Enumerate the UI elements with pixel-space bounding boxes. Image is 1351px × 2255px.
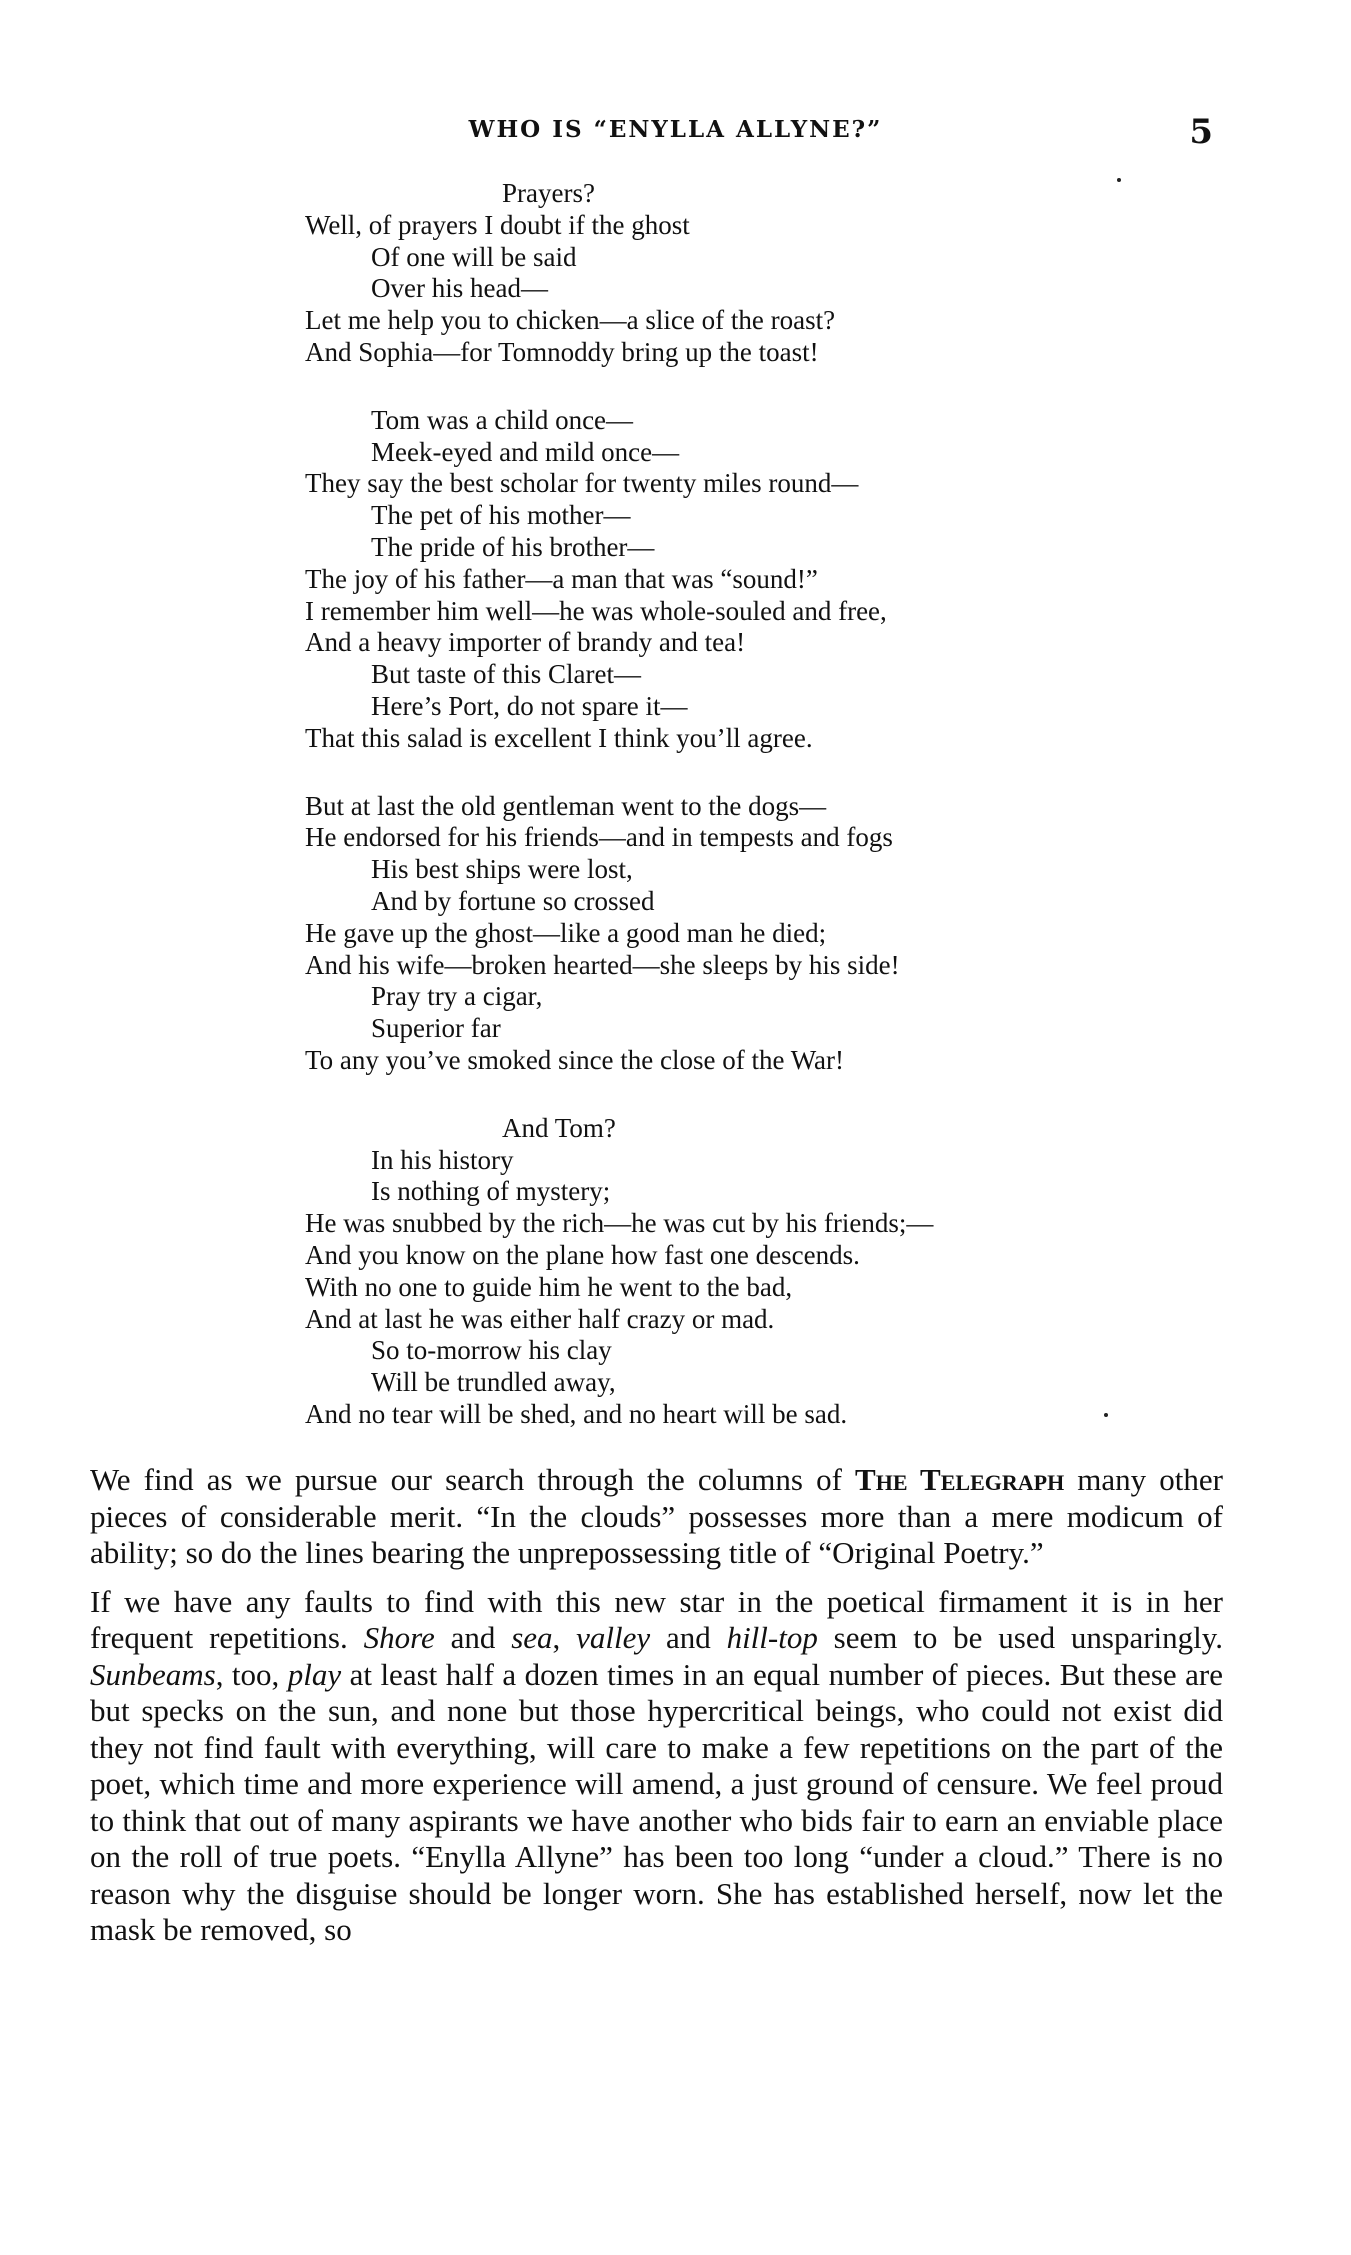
poem-line: The joy of his father—a man that was “sound!” (305, 563, 818, 594)
prose-text: , too, (215, 1656, 288, 1692)
poem-line: He endorsed for his friends—and in tempests and fogs (305, 822, 893, 853)
emphasis-word: sea (511, 1620, 553, 1655)
running-head (0, 112, 1351, 152)
poem-line: So to-morrow his clay (371, 1335, 612, 1366)
poem-line: I remember him well—he was whole-souled and free, (305, 595, 887, 626)
emphasis-word: Shore (363, 1620, 435, 1655)
publication-title: The Telegraph (855, 1462, 1065, 1497)
poem-line: Tom was a child once— (371, 404, 634, 435)
poem-line: But taste of this Claret— (371, 659, 641, 690)
poem-line: And at last he was either half crazy or mad. (305, 1303, 775, 1334)
poem-line: In his history (371, 1144, 514, 1175)
emphasis-word: valley (576, 1620, 651, 1655)
poem-line: But at last the old gentleman went to the dogs— (305, 790, 827, 821)
prose-text: , (552, 1620, 577, 1655)
poem-line: They say the best scholar for twenty miles round— (305, 468, 859, 499)
poem-line: Prayers? (502, 178, 595, 208)
poem-line: Meek-eyed and mild once— (371, 436, 680, 467)
poem-line: And Tom? (502, 1112, 616, 1143)
prose-text: many other pieces of considerable merit. “In the clouds” possesses more than a mere modicum of ability; so do the lines bearing the unprepossessing title of “Original Poetry.” (90, 1462, 1223, 1570)
emphasis-word: hill-top (726, 1620, 818, 1655)
poem-line: With no one to guide him he went to the bad, (305, 1271, 793, 1302)
poem-line: And a heavy importer of brandy and tea! (305, 627, 746, 658)
prose-text: We find as we pursue our search through the columns of (90, 1462, 856, 1497)
prose-text: and (650, 1620, 727, 1655)
poem-line: Over his head— (371, 273, 548, 304)
poem-line: Of one will be said (371, 241, 577, 272)
poem-line: Pray try a cigar, (371, 981, 543, 1012)
poem-stanza (305, 791, 1185, 1077)
poem-line: And his wife—broken hearted—she sleeps by his side! (305, 949, 900, 980)
prose-text: If we have any faults to find with this new star in the poetical firmament it is in her frequent repetitions. (90, 1583, 1223, 1655)
poem-line: Here’s Port, do not spare it— (371, 690, 688, 721)
poem-line: To any you’ve smoked since the close of the War! (305, 1044, 845, 1075)
poem-line: He was snubbed by the rich—he was cut by his friends;— (305, 1208, 934, 1239)
poem-line: That this salad is excellent I think you’ll agree. (305, 722, 813, 753)
poem-line: The pet of his mother— (371, 500, 631, 531)
prose-text: and (434, 1620, 512, 1655)
poem-line: Superior far (371, 1013, 501, 1044)
poem-line: His best ships were lost, (371, 854, 633, 885)
poem-line: Is nothing of mystery; (371, 1176, 611, 1207)
prose-body (90, 1462, 1223, 1961)
prose-paragraph (90, 1462, 1223, 1572)
running-title: WHO IS “ENYLLA ALLYNE?” (468, 116, 883, 143)
poem-line: And no tear will be shed, and no heart will be sad. (305, 1398, 848, 1429)
prose-text: seem to be used unsparingly. (817, 1620, 1224, 1655)
poem-line: Let me help you to chicken—a slice of the roast? (305, 305, 836, 336)
poem-stanza (305, 405, 1185, 755)
emphasis-word: play (287, 1656, 342, 1692)
poem-line: The pride of his brother— (371, 531, 655, 562)
poem-stanza (305, 1113, 1185, 1431)
poem-line: And you know on the plane how fast one descends. (305, 1239, 860, 1270)
page-number: 5 (1189, 112, 1213, 152)
emphasis-word: Sunbeams (90, 1656, 216, 1692)
poem-line: Will be trundled away, (371, 1367, 616, 1398)
poem-line: He gave up the ghost—like a good man he died; (305, 917, 827, 948)
prose-paragraph (90, 1584, 1223, 1949)
prose-text: at least half a dozen times in an equal number of pieces. But these are but specks on the sun, and none but those hypercritical beings, who could not exist did they not find fault with everything, will care to make a few repetitions on the part of the poet, which time and more experience will amend, a just ground of censure. We feel proud to think that out of many aspirants we have another who bids fair to earn an enviable place on the roll of true poets. “Enylla Allyne” has been too long “under a cloud.” There is no reason why the disguise should be longer worn. She has established herself, now let the mask be removed, so (90, 1656, 1223, 1947)
poem-line: And by fortune so crossed (371, 885, 655, 916)
poem (305, 178, 1185, 1467)
poem-line: And Sophia—for Tomnoddy bring up the toast! (305, 336, 819, 367)
poem-stanza (305, 178, 1185, 369)
poem-line: Well, of prayers I doubt if the ghost (305, 209, 690, 240)
